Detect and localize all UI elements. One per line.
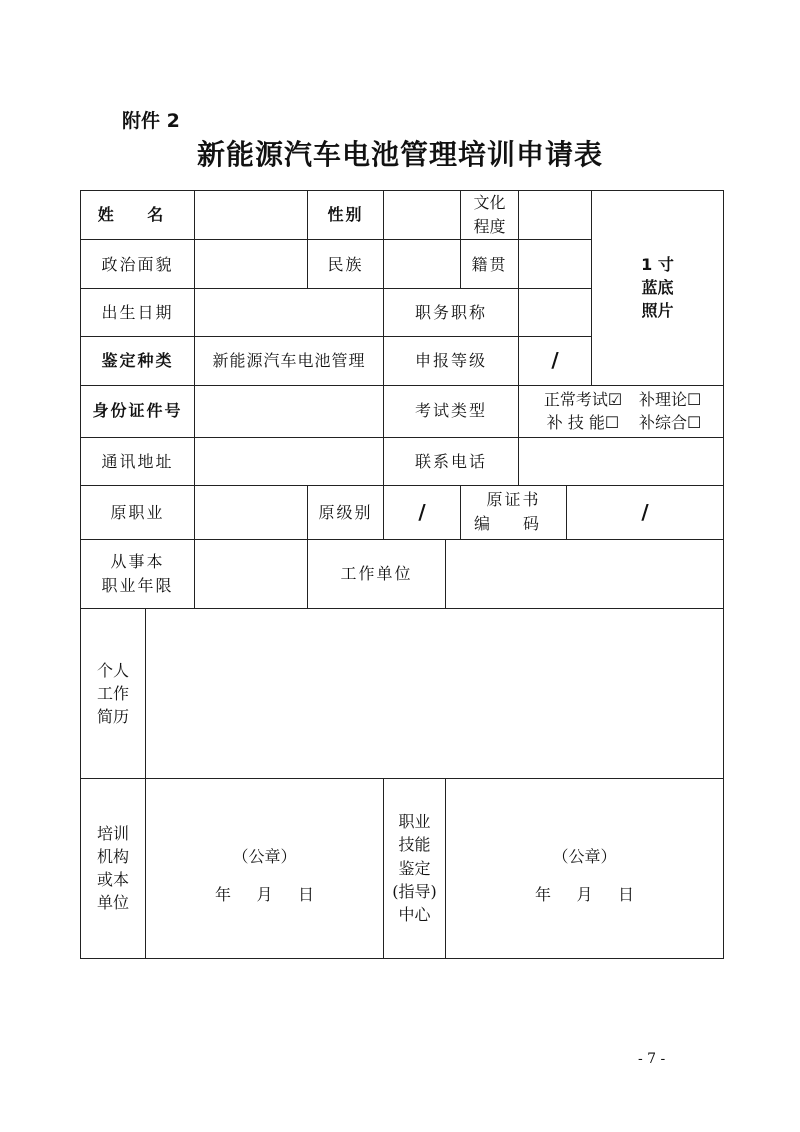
org-label-line4: 单位: [96, 893, 129, 913]
years-label-line2: 职业年限: [101, 575, 174, 595]
org-date-month: 月: [256, 885, 273, 905]
ethnicity-field[interactable]: [384, 240, 461, 289]
phone-label: 联系电话: [384, 437, 519, 485]
resume-label-line1: 个人: [96, 660, 129, 680]
exam-option-theory[interactable]: 补理论☐: [639, 389, 702, 409]
id-field[interactable]: [195, 385, 384, 437]
original-level-value: /: [384, 485, 461, 539]
appraisal-type-value: 新能源汽车电池管理: [195, 337, 384, 385]
ethnicity-label: 民族: [308, 240, 384, 289]
center-label-line2: 技能: [398, 835, 431, 855]
years-label-line1: 从事本: [110, 551, 165, 571]
org-seal-text: （公章）: [232, 847, 297, 867]
address-label: 通讯地址: [81, 437, 195, 485]
years-field[interactable]: [195, 539, 308, 608]
political-field[interactable]: [195, 240, 308, 289]
org-seal-area[interactable]: [146, 778, 384, 959]
org-date-year: 年: [215, 885, 232, 905]
level-value: /: [519, 337, 592, 385]
gender-field[interactable]: [384, 191, 461, 240]
exam-option-comprehensive[interactable]: 补综合☐: [639, 413, 702, 433]
original-cert-label-line2: 编 码: [473, 514, 554, 534]
education-label: [461, 191, 519, 240]
employer-field[interactable]: [446, 539, 724, 608]
original-job-field[interactable]: [195, 485, 308, 539]
center-date-year: 年: [535, 885, 552, 905]
org-label-line3: 或本: [96, 870, 129, 890]
appraisal-type-label: 鉴定种类: [81, 337, 195, 385]
employer-label: 工作单位: [308, 539, 446, 608]
original-cert-label: [461, 485, 567, 539]
application-form-table: [80, 190, 724, 959]
center-label-line5: 中心: [398, 905, 431, 925]
original-job-label: 原职业: [81, 485, 195, 539]
center-label-line3: 鉴定: [398, 858, 431, 878]
resume-label-line2: 工作: [96, 683, 129, 703]
position-field[interactable]: [519, 289, 592, 337]
photo-label-line3: 照片: [641, 301, 674, 321]
id-label: 身份证件号: [81, 385, 195, 437]
original-level-label: 原级别: [308, 485, 384, 539]
exam-options: [519, 385, 724, 437]
org-label: [81, 778, 146, 959]
name-field[interactable]: [195, 191, 308, 240]
birth-field[interactable]: [195, 289, 384, 337]
education-label-line1: 文化: [473, 193, 506, 213]
center-date-month: 月: [576, 885, 593, 905]
level-label: 申报等级: [384, 337, 519, 385]
native-place-field[interactable]: [519, 240, 592, 289]
political-label: 政治面貌: [81, 240, 195, 289]
original-cert-value: /: [567, 485, 724, 539]
center-label-line4: (指导): [392, 881, 437, 901]
exam-option-normal[interactable]: 正常考试☑: [543, 389, 623, 409]
center-label: [384, 778, 446, 959]
center-seal-text: （公章）: [552, 847, 617, 867]
center-seal-area[interactable]: [446, 778, 724, 959]
name-label: 姓 名: [81, 191, 195, 240]
education-label-line2: 程度: [473, 217, 506, 237]
gender-label: 性别: [308, 191, 384, 240]
resume-label: [81, 609, 146, 778]
years-label: [81, 539, 195, 608]
resume-field[interactable]: [146, 609, 724, 778]
education-field[interactable]: [519, 191, 592, 240]
photo-label-line1: 1 寸: [641, 254, 674, 274]
photo-box: [592, 191, 724, 386]
center-label-line1: 职业: [398, 812, 431, 832]
position-label: 职务职称: [384, 289, 519, 337]
exam-option-skill[interactable]: 补 技 能☐: [546, 413, 620, 433]
page-title: 新能源汽车电池管理培训申请表: [196, 138, 603, 171]
org-date-day: 日: [297, 885, 314, 905]
center-date-day: 日: [617, 885, 634, 905]
birth-label: 出生日期: [81, 289, 195, 337]
attachment-label: 附件 2: [122, 110, 180, 132]
resume-label-line3: 简历: [96, 706, 129, 726]
exam-type-label: 考试类型: [384, 385, 519, 437]
original-cert-label-line1: 原证书: [486, 490, 541, 510]
phone-field[interactable]: [519, 437, 724, 485]
address-field[interactable]: [195, 437, 384, 485]
photo-label-line2: 蓝底: [641, 278, 674, 298]
page-number: - 7 -: [638, 1051, 666, 1067]
native-place-label: 籍贯: [461, 240, 519, 289]
org-label-line1: 培训: [96, 823, 129, 843]
org-label-line2: 机构: [96, 847, 129, 867]
